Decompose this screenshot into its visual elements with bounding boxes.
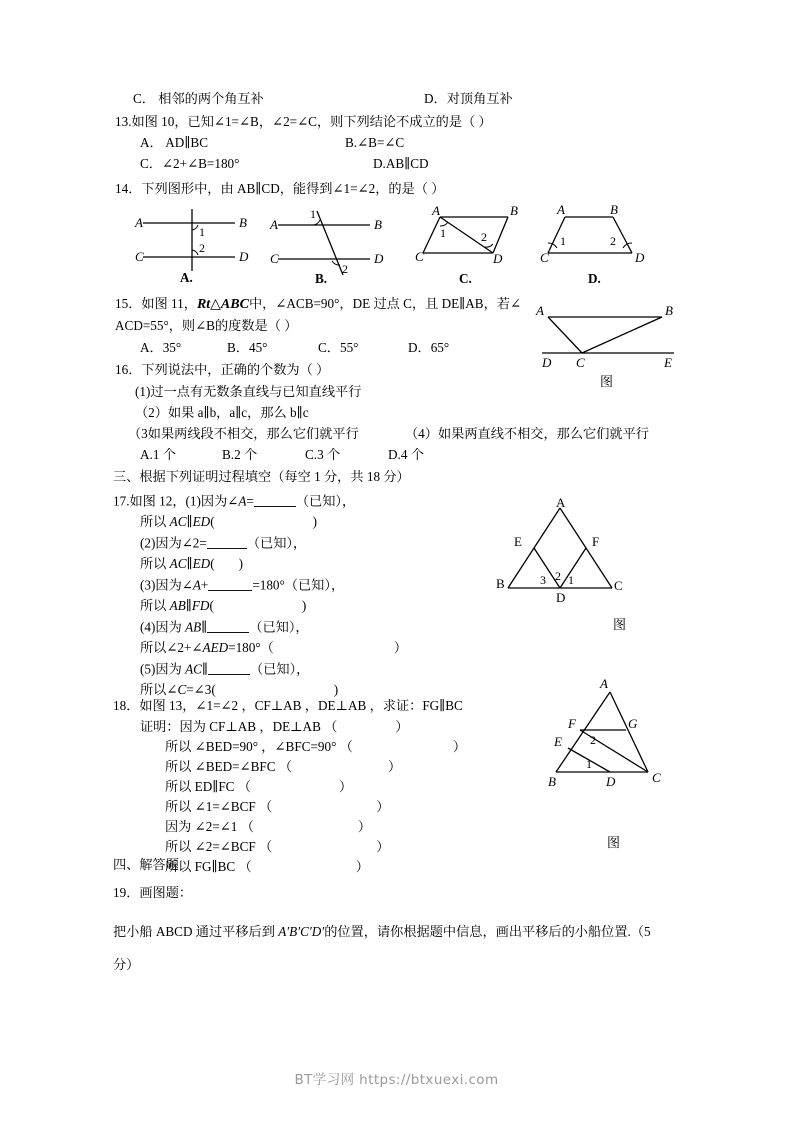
q16-option-b: B.2 个 — [222, 447, 258, 462]
q17-l7-a: (4)因为 — [140, 619, 186, 635]
q17-line-6 — [140, 599, 306, 612]
q17-label-B: B — [496, 576, 505, 591]
q18-label-C: C — [652, 770, 661, 785]
q13-option-b: B.∠B=∠C — [345, 135, 405, 150]
q17-l2-italic: AC∥ED — [169, 514, 211, 529]
q15-label-A: A — [536, 303, 544, 318]
q17-blank-1[interactable] — [254, 494, 296, 507]
q17-l4-italic: AC∥ED — [169, 556, 211, 571]
q18-figure-caption: 图 — [607, 835, 621, 850]
fig-d-angle-2: 2 — [610, 234, 616, 248]
q17-l3-a: (2)因为∠2= — [140, 535, 207, 551]
q13-stem: 13.如图 10，已知∠1=∠B，∠2=∠C，则下列结论不成立的是（ ） — [115, 114, 492, 129]
q17-label-C: C — [614, 578, 623, 593]
section-three-heading: 三、根据下列证明过程填空（每空 1 分，共 18 分） — [113, 469, 410, 484]
q18-label-E: E — [554, 734, 562, 749]
q17-l5-a: (3)因为∠ — [140, 577, 193, 593]
q17-line-10 — [140, 683, 338, 696]
q18-line-4 — [165, 780, 352, 793]
q18-angle-1: 1 — [586, 757, 592, 771]
q15-label-D: D — [542, 355, 552, 370]
q17-line-1 — [113, 494, 355, 508]
q17-line-8 — [140, 641, 407, 654]
q17-l8-c: ） — [393, 640, 408, 655]
fig-a-label-C: C — [135, 249, 144, 264]
q18-l4-a: 所以 ED∥FC （ — [165, 779, 251, 794]
q18-l5-a: 所以 ∠1=∠BCF （ — [165, 799, 273, 814]
q18-line-8 — [165, 860, 369, 873]
q14-caption-c: C. — [459, 271, 472, 286]
q17-l2-b: ( — [210, 514, 215, 529]
q18-figure — [548, 676, 688, 798]
q12-option-d: D．对顶角互补 — [424, 91, 513, 106]
q17-l10-c: ) — [333, 682, 339, 697]
q18-l6-b: ） — [357, 819, 372, 834]
section-four-heading: 四、解答题 — [113, 857, 179, 872]
q17-l8-b: =180°（ — [228, 640, 274, 655]
q15-option-c: C．55° — [318, 340, 359, 355]
q17-line-7 — [140, 620, 309, 634]
q17-l8-a: 所以∠2+∠ — [140, 640, 203, 655]
q18-l2-a: 所以 ∠BED=90° ，∠BFC=90° （ — [165, 739, 353, 754]
q17-l1-b: = — [246, 493, 254, 509]
q17-l2-c: ) — [312, 514, 318, 529]
q17-l1-c: （已知）， — [295, 493, 356, 509]
q17-l5-b: + — [200, 577, 209, 593]
q15-stem-line2: ACD=55°，则∠B的度数是（ ） — [115, 318, 298, 333]
q14-figure-c — [415, 205, 530, 273]
fig-c-label-B: B — [510, 203, 518, 218]
q18-line-7 — [165, 840, 389, 853]
q16-option-a: A.1 个 — [140, 447, 176, 462]
q14-caption-a: A. — [180, 270, 193, 285]
q17-line-4 — [140, 557, 243, 570]
q15-stem-post: 中，∠ACB=90°，DE 过点 C，且 DE∥AB，若∠ — [248, 296, 522, 311]
q18-l5-b: ） — [376, 799, 390, 814]
fig-d-label-B: B — [610, 202, 618, 217]
q17-l9-italic: AC∥ — [185, 661, 209, 677]
q17-blank-2[interactable] — [207, 536, 247, 549]
q17-label-D: D — [556, 590, 566, 605]
q13-option-a: A． AD∥BC — [140, 135, 209, 150]
q17-line-5 — [140, 578, 344, 592]
fig-d-label-D: D — [635, 250, 645, 265]
q19-body-italic: A′B′C′D′ — [278, 924, 325, 939]
q16-stem: 16．下列说法中，正确的个数为（ ） — [115, 362, 330, 377]
q18-label-D: D — [606, 774, 616, 789]
q16-item-3: （3如果两线段不相交，那么它们就平行 — [128, 426, 359, 441]
fig-a-label-B: B — [239, 215, 247, 230]
fig-b-angle-2: 2 — [342, 262, 348, 276]
q18-l8-a: 所以 FG∥BC （ — [165, 859, 252, 874]
q18-line-5 — [165, 800, 389, 813]
q17-line-9 — [140, 662, 309, 676]
q18-l2-b: ） — [452, 739, 467, 754]
q17-l6-b: ( — [209, 598, 214, 613]
fig-b-label-D: D — [374, 251, 384, 266]
q18-l3-b: ） — [388, 759, 402, 774]
q18-l8-b: ） — [355, 859, 369, 874]
q18-line-2 — [165, 740, 466, 753]
q17-l3-b: （已知）， — [246, 535, 307, 551]
q15-option-a: A．35° — [140, 340, 182, 355]
footer-watermark: BT学习网 https://btxuexi.com — [294, 1072, 499, 1088]
fig-a-label-D: D — [239, 249, 249, 264]
q15-stem-line1 — [115, 297, 521, 312]
q17-l5-c: =180°（已知）， — [252, 577, 345, 593]
q15-figure — [534, 305, 684, 375]
q14-figure-b — [270, 203, 390, 278]
q17-blank-3[interactable] — [208, 578, 252, 591]
q18-label-A: A — [600, 676, 608, 691]
q18-l4-b: ） — [338, 779, 353, 794]
q17-l1-a: 17.如图 12，(1)因为∠ — [113, 493, 239, 509]
q17-label-A: A — [556, 495, 566, 510]
q18-l7-a: 所以 ∠2=∠BCF （ — [165, 839, 273, 854]
q17-l1-italic: A — [238, 493, 247, 509]
fig-c-angle-2: 2 — [481, 230, 487, 244]
q17-angle-1: 1 — [568, 573, 574, 587]
q14-caption-d: D. — [588, 271, 601, 286]
q18-angle-2: 2 — [590, 733, 596, 747]
fig-c-label-D: D — [493, 251, 503, 266]
q17-l7-italic: AB∥ — [185, 619, 208, 635]
q17-figure-caption: 图 — [613, 617, 627, 632]
q17-l6-c: ) — [301, 598, 307, 613]
q14-stem: 14．下列图形中，由 AB∥CD，能得到∠1=∠2，的是（ ） — [115, 181, 445, 196]
q15-label-E: E — [664, 355, 672, 370]
q18-l1-a: 证明：因为 CF⊥AB ，DE⊥AB （ — [140, 719, 338, 734]
q17-blank-5[interactable] — [208, 662, 250, 675]
q19-body-a: 把小船 ABCD 通过平移后到 — [113, 924, 279, 939]
q12-option-c: C． 相邻的两个角互补 — [133, 91, 264, 106]
q17-l2-a: 所以 — [140, 514, 170, 529]
fig-b-label-B: B — [374, 217, 382, 232]
q18-stem: 18．如图 13，∠1=∠2 ，CF⊥AB ，DE⊥AB ，求证：FG∥BC — [113, 698, 463, 713]
q17-line-2 — [140, 515, 317, 528]
q17-l10-b: =∠3( — [186, 682, 216, 697]
fig-d-label-C: C — [540, 250, 549, 265]
q17-l6-a: 所以 — [140, 598, 170, 613]
q15-rt-triangle: Rt△ABC — [196, 297, 249, 312]
q16-option-d: D.4 个 — [388, 447, 424, 462]
q16-option-c: C.3 个 — [305, 447, 341, 462]
q17-l8-italic: AED — [202, 640, 229, 655]
q18-label-B: B — [548, 774, 556, 789]
q16-item-4: （4）如果两直线不相交，那么它们就平行 — [405, 426, 649, 441]
q15-option-d: D．65° — [408, 340, 450, 355]
q17-label-F: F — [592, 534, 600, 549]
q17-l9-c: （已知）， — [250, 661, 310, 677]
q14-figure-a — [135, 205, 255, 275]
q19-body-line2: 分） — [113, 957, 140, 972]
q18-l6-a: 因为 ∠2=∠1 （ — [165, 819, 254, 834]
q17-figure — [488, 495, 648, 610]
q17-line-3 — [140, 536, 306, 550]
fig-a-label-A: A — [135, 215, 143, 230]
q16-item-1: (1)过一点有无数条直线与已知直线平行 — [135, 384, 362, 399]
q15-label-C: C — [576, 355, 585, 370]
q18-label-F: F — [568, 716, 576, 731]
q15-figure-caption: 图 — [600, 374, 614, 389]
q13-option-d: D.AB∥CD — [373, 156, 429, 171]
q19-body-line1 — [113, 925, 651, 938]
fig-d-angle-1: 1 — [560, 234, 566, 248]
q18-line-1 — [140, 720, 409, 733]
q18-l1-b: ） — [395, 719, 409, 734]
q18-line-6 — [165, 820, 371, 833]
q17-l5-italic: A — [192, 577, 201, 593]
q17-l4-a: 所以 — [140, 556, 170, 571]
q17-l9-a: (5)因为 — [140, 661, 186, 677]
q17-label-E: E — [514, 534, 522, 549]
q17-angle-3: 3 — [540, 573, 546, 587]
fig-b-angle-1: 1 — [310, 207, 316, 221]
q13-option-c: C．∠2+∠B=180° — [140, 156, 240, 171]
q17-l10-a: 所以∠ — [140, 682, 178, 697]
fig-a-angle-2: 2 — [199, 241, 205, 255]
fig-c-label-A: A — [432, 203, 440, 218]
q18-line-3 — [165, 760, 401, 773]
q18-label-G: G — [628, 716, 638, 731]
q17-blank-4[interactable] — [207, 620, 249, 633]
q17-l4-b: ( — [210, 556, 215, 571]
q17-l4-c: ) — [238, 556, 244, 571]
q17-l10-italic: C — [177, 682, 187, 697]
fig-b-label-A: A — [270, 217, 278, 232]
q17-l7-c: （已知）， — [249, 619, 309, 635]
q17-l6-italic: AB∥FD — [169, 598, 210, 613]
q14-figure-d — [540, 202, 660, 273]
q19-body-b: 的位置，请你根据题中信息，画出平移后的小船位置.（5 — [324, 924, 651, 939]
q15-stem-pre: 15．如图 11， — [115, 296, 197, 311]
q14-caption-b: B. — [315, 271, 328, 286]
fig-d-label-A: A — [557, 202, 565, 217]
q19-stem: 19．画图题： — [113, 885, 193, 900]
q15-label-B: B — [665, 303, 673, 318]
fig-a-angle-1: 1 — [199, 225, 205, 239]
q16-item-2: （2）如果 a∥b，a∥c，那么 b∥c — [135, 405, 309, 420]
fig-b-label-C: C — [270, 251, 279, 266]
fig-c-label-C: C — [415, 249, 424, 264]
q18-l7-b: ） — [376, 839, 390, 854]
q17-angle-2: 2 — [555, 569, 561, 583]
fig-c-angle-1: 1 — [440, 226, 446, 240]
q18-l3-a: 所以 ∠BED=∠BFC （ — [165, 759, 292, 774]
q15-option-b: B．45° — [227, 340, 268, 355]
